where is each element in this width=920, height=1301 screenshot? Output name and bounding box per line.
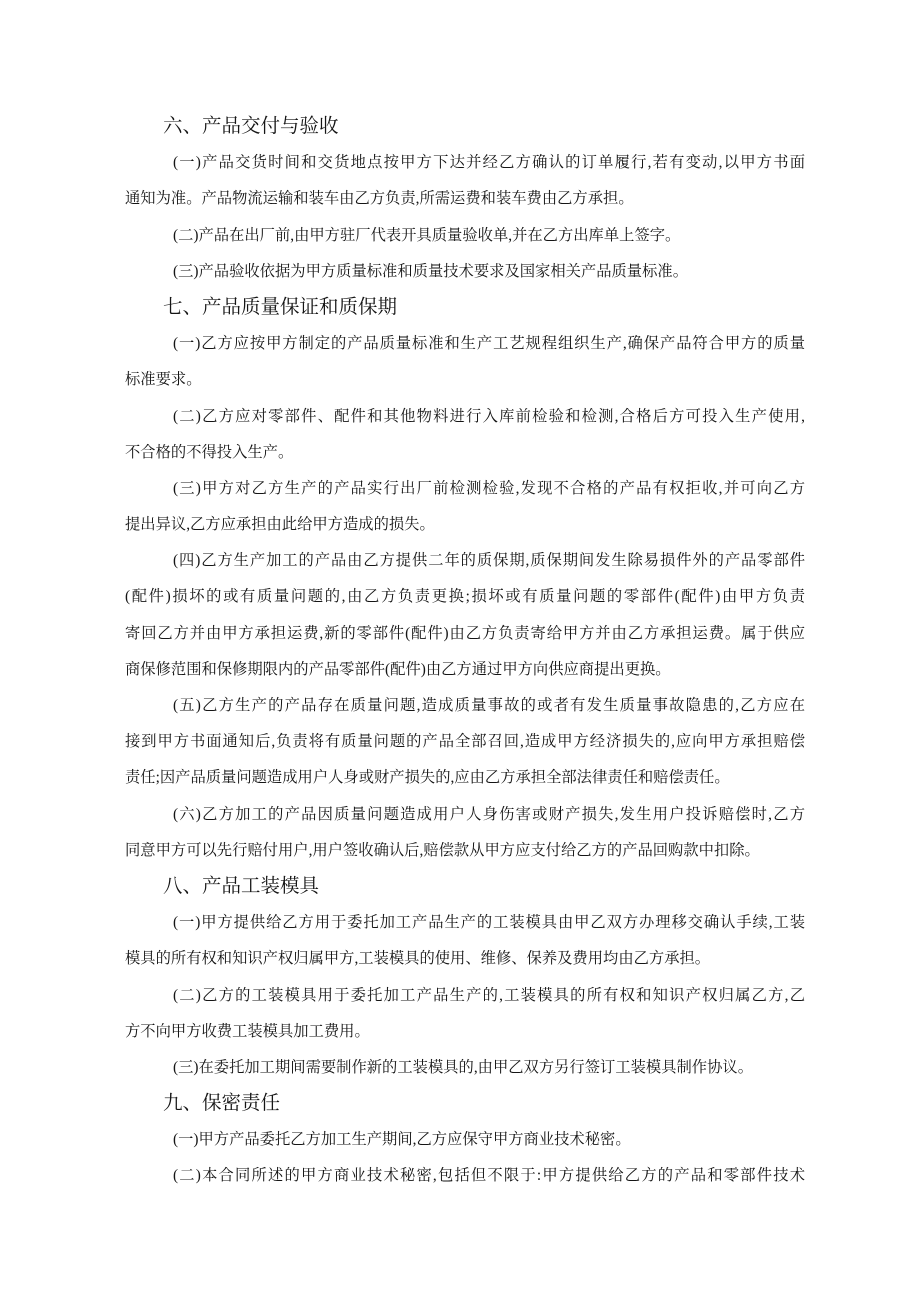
- section-heading: 七、产品质量保证和质保期: [163, 296, 398, 318]
- paragraph-line: (一)甲方产品委托乙方加工生产期间,乙方应保守甲方商业技术秘密。: [173, 1131, 631, 1149]
- paragraph: [125, 1050, 805, 1086]
- contract-section: [125, 109, 805, 290]
- paragraph-line: 方不向甲方收费工装模具加工费用。: [125, 1022, 370, 1040]
- paragraph: [125, 1122, 805, 1158]
- paragraph: [125, 399, 805, 471]
- paragraph: [125, 543, 805, 688]
- paragraph-line: 寄回乙方并由甲方承担运费,新的零部件(配件)由乙方负责寄给甲方并由乙方承担运费。属于供应: [125, 624, 805, 642]
- paragraph-line: (三)在委托加工期间需要制作新的工装模具的,由甲乙双方另行签订工装模具制作协议。: [173, 1058, 753, 1076]
- paragraph-line: (三)产品验收依据为甲方质量标准和质量技术要求及国家相关产品质量标准。: [173, 262, 688, 280]
- paragraph-line: (一)产品交货时间和交货地点按甲方下达并经乙方确认的订单履行,若有变动,以甲方书面: [173, 154, 805, 172]
- section-heading: 八、产品工装模具: [163, 875, 320, 897]
- contract-section: [125, 290, 805, 869]
- paragraph-line: 接到甲方书面通知后,负责将有质量问题的产品全部召回,造成甲方经济损失的,应向甲方承担赔偿: [125, 733, 805, 751]
- paragraph-line: (五)乙方生产的产品存在质量问题,造成质量事故的或者有发生质量事故隐患的,乙方应在: [173, 697, 805, 714]
- paragraph-line: (二)本合同所述的甲方商业技术秘密,包括但不限于:甲方提供给乙方的产品和零部件技术: [173, 1167, 805, 1185]
- paragraph-line: 通知为准。产品物流运输和装车由乙方负责,所需运费和装车费由乙方承担。: [125, 190, 634, 208]
- paragraph: [125, 218, 805, 254]
- paragraph-line: (六)乙方加工的产品因质量问题造成用户人身伤害或财产损失,发生用户投诉赔偿时,乙方: [173, 805, 805, 823]
- paragraph-line: (二)产品在出厂前,由甲方驻厂代表开具质量验收单,并在乙方出库单上签字。: [173, 226, 681, 244]
- paragraph-line: (配件)损坏的或有质量问题的,由乙方负责更换;损坏或有质量问题的零部件(配件)由甲方负责: [125, 588, 805, 606]
- paragraph-line: 提出异议,乙方应承担由此给甲方造成的损失。: [125, 516, 435, 534]
- paragraph: [125, 978, 805, 1050]
- paragraph: [125, 688, 805, 797]
- paragraph-line: 同意甲方可以先行赔付用户,用户签收确认后,赔偿款从甲方应支付给乙方的产品回购款中扣除。: [125, 841, 760, 859]
- paragraph-line: 商保修范围和保修期限内的产品零部件(配件)由乙方通过甲方向供应商提出更换。: [125, 660, 671, 678]
- paragraph-line: (三)甲方对乙方生产的产品实行出厂前检测检验,发现不合格的产品有权拒收,并可向乙方: [173, 479, 805, 497]
- paragraph: [125, 471, 805, 543]
- paragraph-line: (一)甲方提供给乙方用于委托加工产品生产的工装模具由甲乙双方办理移交确认手续,工装: [173, 914, 805, 932]
- paragraph: [125, 326, 805, 398]
- paragraph: [125, 1158, 805, 1194]
- paragraph: [125, 145, 805, 217]
- paragraph: [125, 905, 805, 977]
- paragraph-line: (二)乙方应对零部件、配件和其他物料进行入库前检验和检测,合格后方可投入生产使用,: [173, 407, 805, 425]
- contract-section: [125, 869, 805, 1086]
- paragraph-line: 标准要求。: [125, 371, 202, 389]
- paragraph-line: (二)乙方的工装模具用于委托加工产品生产的,工装模具的所有权和知识产权归属乙方,乙: [173, 986, 805, 1004]
- page-content: [125, 109, 805, 1195]
- paragraph-line: (四)乙方生产加工的产品由乙方提供二年的质保期,质保期间发生除易损件外的产品零部件: [173, 552, 805, 570]
- paragraph: [125, 797, 805, 869]
- paragraph-line: 不合格的不得投入生产。: [125, 443, 294, 461]
- section-heading: 九、保密责任: [163, 1093, 281, 1115]
- paragraph-line: 责任;因产品质量问题造成用户人身或财产损失的,应由乙方承担全部法律责任和赔偿责任。: [125, 769, 730, 787]
- contract-section: [125, 1086, 805, 1195]
- paragraph-line: 模具的所有权和知识产权归属甲方,工装模具的使用、维修、保养及费用均由乙方承担。: [125, 950, 711, 968]
- section-heading: 六、产品交付与验收: [163, 116, 339, 137]
- paragraph-line: (一)乙方应按甲方制定的产品质量标准和生产工艺规程组织生产,确保产品符合甲方的质量: [173, 335, 805, 353]
- paragraph: [125, 254, 805, 290]
